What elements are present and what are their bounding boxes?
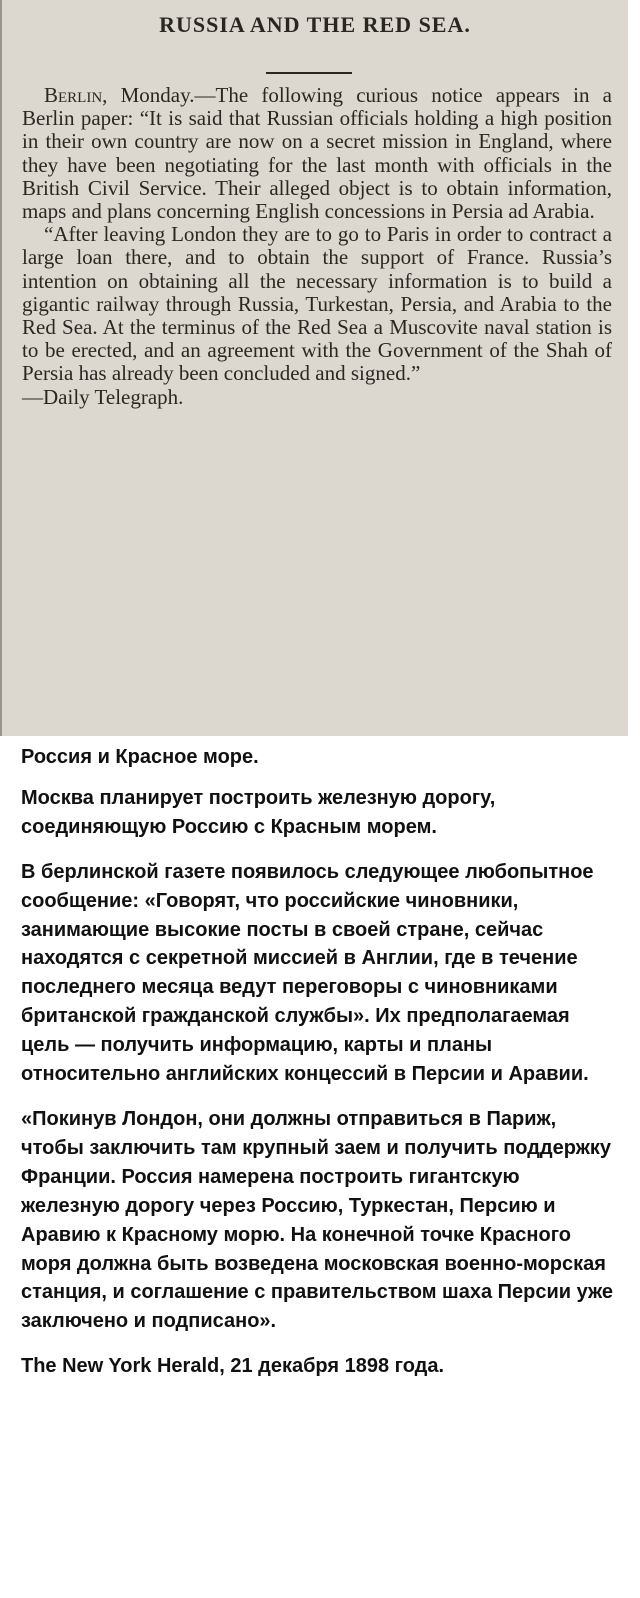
russian-translation	[21, 743, 621, 1381]
clipping-paragraph-1	[22, 84, 612, 223]
dateline-place: Berlin	[44, 83, 103, 107]
clipping-headline: RUSSIA AND THE RED SEA.	[159, 12, 471, 37]
clipping-signature: —Daily Telegraph.	[22, 384, 184, 409]
headline-divider	[266, 72, 352, 74]
clipping-body	[22, 84, 612, 409]
translation-source: The New York Herald, 21 декабря 1898 года.	[21, 1355, 445, 1378]
newspaper-clipping	[0, 0, 628, 736]
clipping-paragraph-2: “After leaving London they are to go to Paris in order to contract a large loan there, and to obtain the support of France. Russia’s intention on obtaining all the necessary information is to build a gigantic railway through Russia, Turkestan, Persia, and Arabia to the Red Sea. At the terminus of the Red Sea a Muscovite naval station is to be erected, and an agreement with the Government of the Shah of Persia has already been concluded and signed.”	[22, 222, 612, 386]
translation-paragraph-1: В берлинской газете появилось следующее любопытное сообщение: «Говорят, что российские чиновники, занимающие высокие посты в своей стране, сейчас находятся с секретной миссией в Англии, где в течение последнего месяца ведут переговоры с чиновниками британской гражданской службы». Их предполагаемая цель — получить информацию, карты и планы относительно английских концессий в Персии и Аравии.	[21, 860, 594, 1086]
translation-paragraph-2: «Покинув Лондон, они должны отправиться в Париж, чтобы заключить там крупный заем и получить поддержку Франции. Россия намерена построить гигантскую железную дорогу через Россию, Туркестан, Персию и Аравию к Красному морю. На конечной точке Красного моря должна быть возведена московская военно-морская станция, и соглашение с правительством шаха Персии уже заключено и подписано».	[21, 1107, 614, 1333]
clipping-paragraph-1-text: , Monday.—The following curious notice appears in a Berlin paper: “It is said that Russian officials holding a high position in their own country are now on a secret mission in England, where they have been negotiating for the last month with officials in the British Civil Service. Their alleged object is to obtain information, maps and plans concerning English concessions in Persia ad Arabia.	[22, 83, 612, 224]
translation-title: Россия и Красное море.	[21, 746, 259, 768]
translation-lead: Москва планирует построить железную дорогу, соединяющую Россию с Красным морем.	[21, 786, 496, 838]
